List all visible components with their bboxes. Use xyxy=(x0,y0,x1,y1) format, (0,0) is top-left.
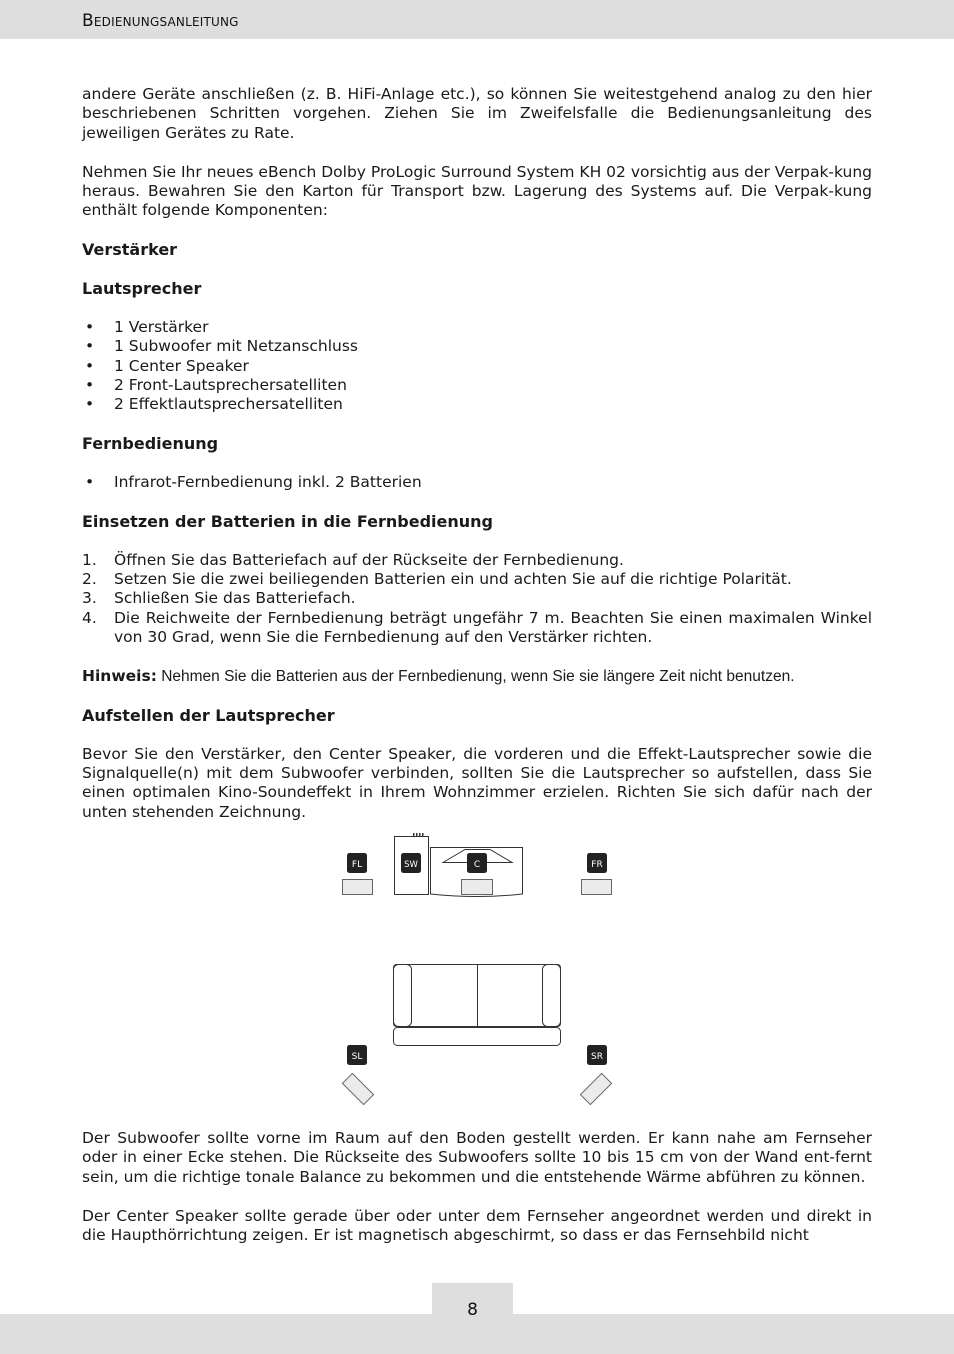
svg-text:FL: FL xyxy=(351,860,363,870)
list-item: • Infrarot-Fernbedienung inkl. 2 Batterien xyxy=(85,473,422,492)
list-item: • 1 Center Speaker xyxy=(85,356,249,375)
label-sl xyxy=(347,1045,367,1065)
page-header xyxy=(0,0,954,39)
speaker-placement-diagram xyxy=(300,830,660,1120)
note-label: Hinweis: xyxy=(82,667,157,686)
center-speaker xyxy=(462,880,493,895)
note-text: Nehmen Sie die Batterien aus der Fernbedienung, wenn Sie sie längere Zeit nicht benutzen. xyxy=(156,668,795,686)
list-item: 4. Die Reichweite der Fernbedienung beträgt ungefähr 7 m. Beachten Sie einen maximalen Winkel von 30 Grad, wenn Sie die Fernbedienung auf den Verstärker richten. xyxy=(82,608,872,647)
svg-text:C: C xyxy=(473,860,481,870)
surround-right-speaker xyxy=(580,1073,611,1104)
lower-content xyxy=(82,1129,872,1245)
main-content xyxy=(82,85,872,822)
page-number: 8 xyxy=(467,1300,478,1320)
intro-paragraph: andere Geräte anschließen (z. B. HiFi-Anlage etc.), so können Sie weitestgehend analog zu den hier beschriebenen Schritten vorgehen. Ziehen Sie im Zweifelsfalle die Bedienungsanleitung des jeweiligen Gerätes zu Rate. xyxy=(82,85,872,142)
front-left-speaker xyxy=(343,880,373,895)
list-item: 1. Öffnen Sie das Batteriefach auf der Rückseite der Fernbedienung. xyxy=(82,550,624,569)
center-paragraph: Der Center Speaker sollte gerade über oder unter dem Fernseher angeordnet werden und direkt in die Haupthörrichtung zeigen. Er ist magnetisch abgeschirmt, so dass er das Fernsehbild nicht xyxy=(82,1206,872,1245)
header-title: Bedienungsanleitung xyxy=(82,11,239,31)
list-item: • 1 Verstärker xyxy=(85,317,209,336)
unpack-paragraph: Nehmen Sie Ihr neues eBench Dolby ProLogic Surround System KH 02 vorsichtig aus der Verpak-kung heraus. Bewahren Sie den Karton für Transport bzw. Lagerung des Systems auf. Die Verpak-kung enthält folgende Komponenten: xyxy=(82,162,872,220)
svg-text:SW: SW xyxy=(404,860,418,870)
label-fr xyxy=(587,853,607,873)
list-item: • 2 Effektlautsprechersatelliten xyxy=(85,395,343,414)
list-item: • 2 Front-Lautsprechersatelliten xyxy=(85,376,347,395)
list-item: 2. Setzen Sie die zwei beiliegenden Batterien ein und achten Sie auf die richtige Polarität. xyxy=(82,570,792,589)
label-fl xyxy=(347,853,367,873)
heading-batteries: Einsetzen der Batterien in die Fernbedienung xyxy=(82,511,493,531)
svg-text:SL: SL xyxy=(351,1052,363,1062)
front-right-speaker xyxy=(582,880,612,895)
heading-remote: Fernbedienung xyxy=(82,434,219,454)
heading-speakers: Lautsprecher xyxy=(82,279,202,299)
speaker-list xyxy=(82,318,872,415)
svg-text:FR: FR xyxy=(591,860,603,870)
sofa xyxy=(394,965,561,1046)
subwoofer-paragraph: Der Subwoofer sollte vorne im Raum auf den Boden gestellt werden. Er kann nahe am Fernseher oder in einer Ecke stehen. Die Rückseite des Subwoofers sollte 10 bis 15 cm von der Wand ent-fernt sein, um die richtige tonale Balance zu bekommen und die entstehende Wärme abführen zu können. xyxy=(82,1129,872,1186)
note-paragraph xyxy=(82,667,872,686)
placement-paragraph: Bevor Sie den Verstärker, den Center Speaker, die vorderen und die Effekt-Lautsprecher sowie die Signalquelle(n) mit dem Subwoofer verbinden, sollten Sie die Lautsprecher so aufstellen, dass Sie einen optimalen Kino-Soundeffekt in Ihrem Wohnzimmer erzielen. Richten Sie sich dafür nach der unten stehenden Zeichnung. xyxy=(82,744,872,821)
heading-placement: Aufstellen der Lautsprecher xyxy=(82,705,335,725)
label-c xyxy=(467,853,487,873)
remote-list xyxy=(82,473,872,492)
label-sw xyxy=(401,853,421,873)
list-item: 3. Schließen Sie das Batteriefach. xyxy=(82,589,356,608)
label-sr xyxy=(587,1045,607,1065)
page-number-tab xyxy=(432,1283,513,1325)
list-item: • 1 Subwoofer mit Netzanschluss xyxy=(85,337,359,356)
battery-steps xyxy=(82,551,872,648)
svg-text:SR: SR xyxy=(591,1052,603,1062)
heading-amplifier: Verstärker xyxy=(82,240,178,260)
surround-left-speaker xyxy=(342,1073,373,1104)
